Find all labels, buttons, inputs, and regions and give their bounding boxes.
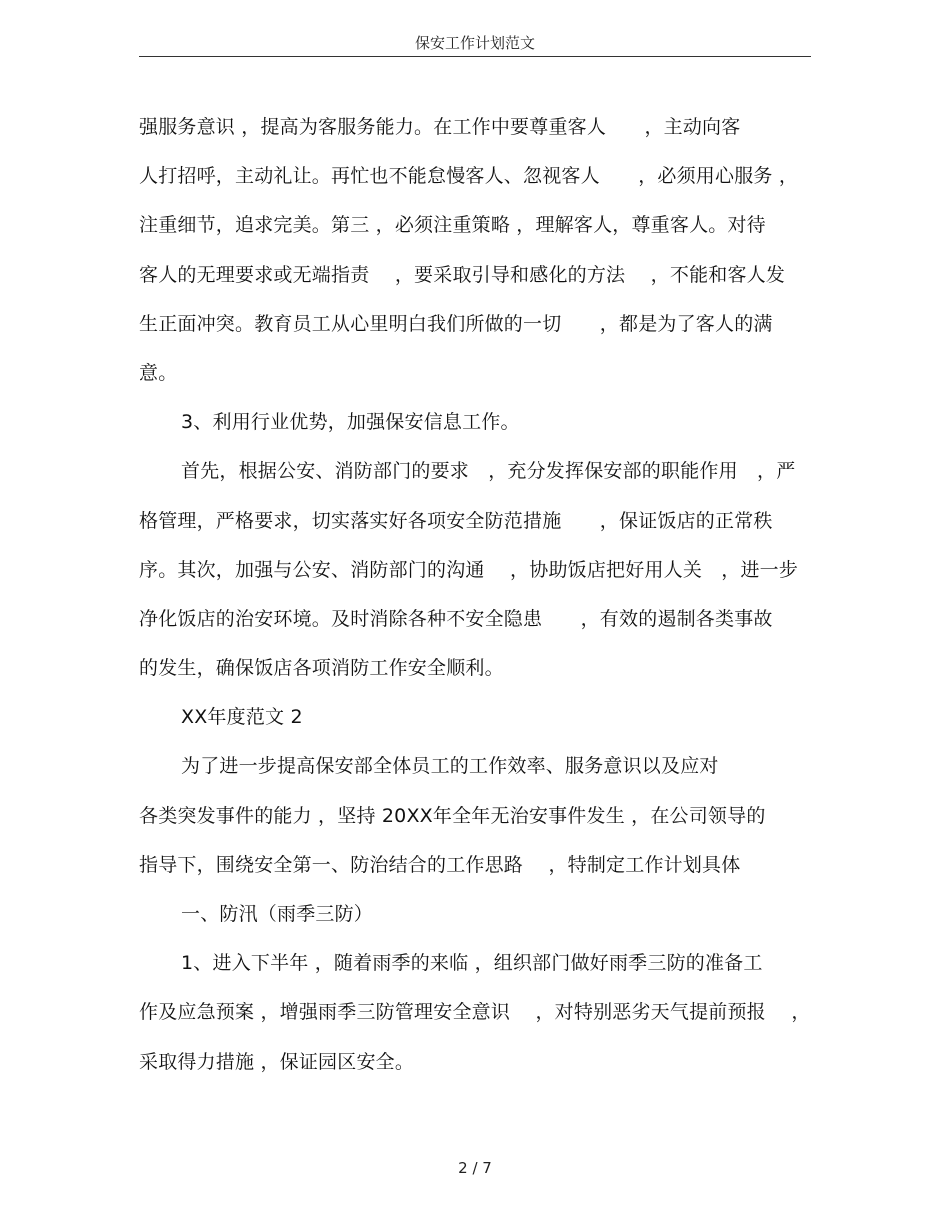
body-line: 指导下，围绕安全第一、防治结合的工作思路 ，特制定工作计划具体 bbox=[139, 853, 741, 876]
body-line: 客人的无理要求或无端指责 ，要采取引导和感化的方法 ，不能和客人发 bbox=[139, 263, 786, 286]
body-line: 为了进一步提高保安部全体员工的工作效率、服务意识以及应对 bbox=[181, 755, 719, 778]
body-line: 生正面冲突。教育员工从心里明白我们所做的一切 ，都是为了客人的满 bbox=[139, 312, 773, 335]
header-divider bbox=[139, 56, 811, 57]
body-line: 首先，根据公安、消防部门的要求 ，充分发挥保安部的职能作用 ，严 bbox=[181, 460, 796, 483]
body-line: 1、进入下半年 ，随着雨季的来临 ，组织部门做好雨季三防的准备工 bbox=[181, 952, 763, 975]
body-line: 的发生，确保饭店各项消防工作安全顺利。 bbox=[139, 657, 504, 680]
body-line: 序。其次，加强与公安、消防部门的沟通 ，协助饭店把好用人关 ，进一步 bbox=[139, 558, 799, 581]
body-line: 意。 bbox=[139, 361, 178, 384]
page-header-title: 保安工作计划范文 bbox=[414, 34, 535, 52]
page-number: 2 / 7 bbox=[458, 1159, 492, 1177]
body-line: 净化饭店的治安环境。及时消除各种不安全隐患 ，有效的遏制各类事故 bbox=[139, 607, 773, 630]
body-line: 作及应急预案 ，增强雨季三防管理安全意识 ，对特别恶劣天气提前预报 ， bbox=[139, 1001, 811, 1024]
body-line: 人打招呼，主动礼让。再忙也不能怠慢客人、忽视客人 ，必须用心服务 ， bbox=[139, 165, 799, 188]
section-heading: 3、利用行业优势，加强保安信息工作。 bbox=[181, 411, 520, 434]
body-line: 注重细节，追求完美。第三 ，必须注重策略 ，理解客人，尊重客人。对待 bbox=[139, 214, 766, 237]
document-body bbox=[139, 103, 819, 1087]
section-heading: 一、防汛（雨季三防） bbox=[181, 903, 374, 925]
section-heading: XX年度范文 2 bbox=[181, 706, 303, 729]
body-line: 采取得力措施 ，保证园区安全。 bbox=[139, 1050, 415, 1073]
body-line: 强服务意识 ，提高为客服务能力。在工作中要尊重客人 ，主动向客 bbox=[139, 116, 741, 138]
body-line: 各类突发事件的能力 ，坚持 20XX年全年无治安事件发生 ，在公司领导的 bbox=[139, 804, 766, 827]
body-line: 格管理，严格要求，切实落实好各项安全防范措施 ，保证饭店的正常秩 bbox=[139, 509, 773, 532]
